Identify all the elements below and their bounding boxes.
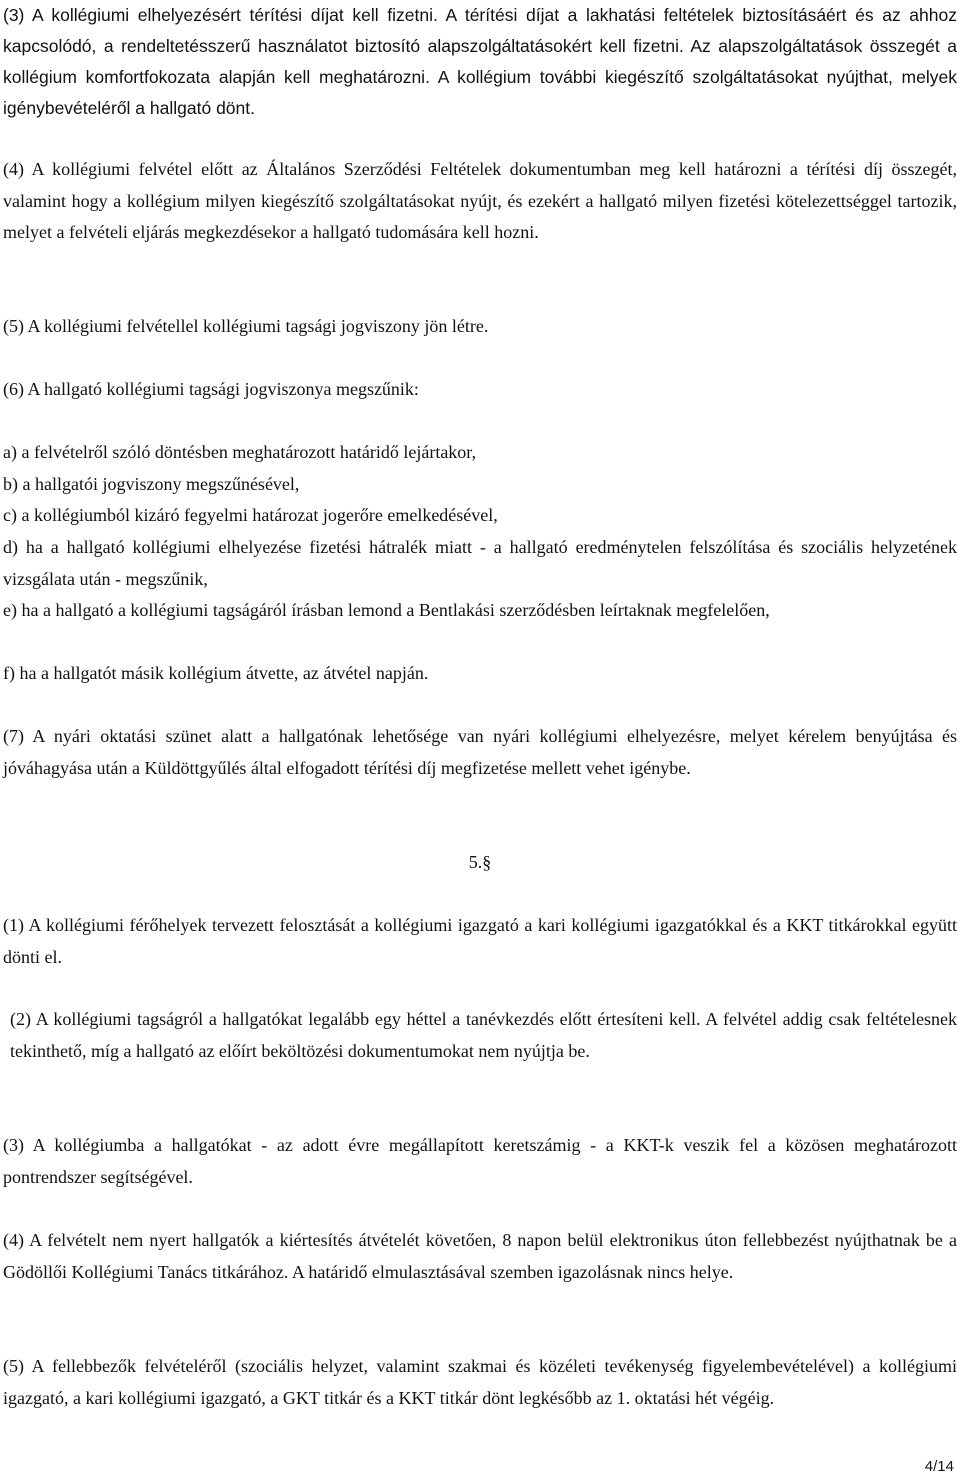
paragraph-7-summer: (7) A nyári oktatási szünet alatt a hallgatónak lehetősége van nyári kollégiumi elhelyezésre, melyet kérelem benyújtása és jóváhagyása után a Küldöttgyűlés által elfogadott térítési díj megfizetése mellett vehet igénybe.: [3, 726, 957, 778]
list-item-a: a) a felvételről szóló döntésben meghatározott határidő lejártakor,: [3, 442, 477, 462]
paragraph-5-membership: (5) A kollégiumi felvétellel kollégiumi tagsági jogviszony jön létre.: [3, 316, 489, 336]
paragraph-6-termination: (6) A hallgató kollégiumi tagsági jogviszonya megszűnik:: [3, 379, 419, 399]
section-heading: [0, 847, 960, 878]
section5-paragraph-1: (1) A kollégiumi férőhelyek tervezett felosztását a kollégiumi igazgató a kari kollégiumi igazgatókkal és a KKT titkárokkal együtt dönti el.: [3, 915, 957, 967]
section5-paragraph-5: (5) A fellebbezők felvételéről (szociális helyzet, valamint szakmai és közéleti tevékenység figyelembevételével) a kollégiumi igazgató, a kari kollégiumi igazgató, a GKT titkár és a KKT titkár dönt legkésőbb az 1. oktatási hét végéig.: [3, 1356, 957, 1408]
list-item-f: f) ha a hallgatót másik kollégium átvette, az átvétel napján.: [3, 663, 429, 683]
section5-paragraph-3: (3) A kollégiumba a hallgatókat - az adott évre megállapított keretszámig - a KKT-k veszik fel a közösen meghatározott pontrendszer segítségével.: [3, 1135, 957, 1187]
paragraph-3-fee: (3) A kollégiumi elhelyezésért térítési díjat kell fizetni. A térítési díjat a lakhatási feltételek biztosításáért és az ahhoz kapcsolódó, a rendeltetésszerű használatot biztosító alapszolgáltatásokért kell fizetni. Az alapszolgáltatások összegét a kollégium komfortfokozata alapján kell meghatározni. A kollégium további kiegészítő szolgáltatásokat nyújthat, melyek igénybevételéről a hallgató dönt.: [3, 5, 957, 118]
section5-paragraph-4: (4) A felvételt nem nyert hallgatók a kiértesítés átvételét követően, 8 napon belül elektronikus úton fellebbezést nyújthatnak be a Gödöllői Kollégiumi Tanács titkárához. A határidő elmulasztásával szemben igazolásnak nincs helye.: [3, 1230, 957, 1282]
list-item-c: c) a kollégiumból kizáró fegyelmi határozat jogerőre emelkedésével,: [3, 505, 498, 525]
list-item-d: d) ha a hallgató kollégiumi elhelyezése fizetési hátralék miatt - a hallgató eredménytelen felszólítása és szociális helyzetének vizsgálata után - megszűnik,: [3, 537, 957, 589]
list-item-e: e) ha a hallgató a kollégiumi tagságáról írásban lemond a Bentlakási szerződésben leírtaknak megfelelően,: [3, 600, 770, 620]
list-item-b: b) a hallgatói jogviszony megszűnésével,: [3, 474, 300, 494]
section-heading-text: 5.§: [468, 852, 492, 872]
section5-paragraph-2: (2) A kollégiumi tagságról a hallgatókat legalább egy héttel a tanévkezdés előtt értesíteni kell. A felvétel addig csak feltételesnek tekinthető, míg a hallgató az előírt beköltözési dokumentumokat nem nyújtja be.: [10, 1009, 957, 1061]
paragraph-4-admission: (4) A kollégiumi felvétel előtt az Általános Szerződési Feltételek dokumentumban meg kell határozni a térítési díj összegét, valamint hogy a kollégium milyen kiegészítő szolgáltatásokat nyújt, és ezekért a hallgató milyen fizetési kötelezettséggel tartozik, melyet a felvételi eljárás megkezdésekor a hallgató tudomására kell hozni.: [3, 159, 957, 242]
page-number: 4/14: [924, 1458, 954, 1475]
